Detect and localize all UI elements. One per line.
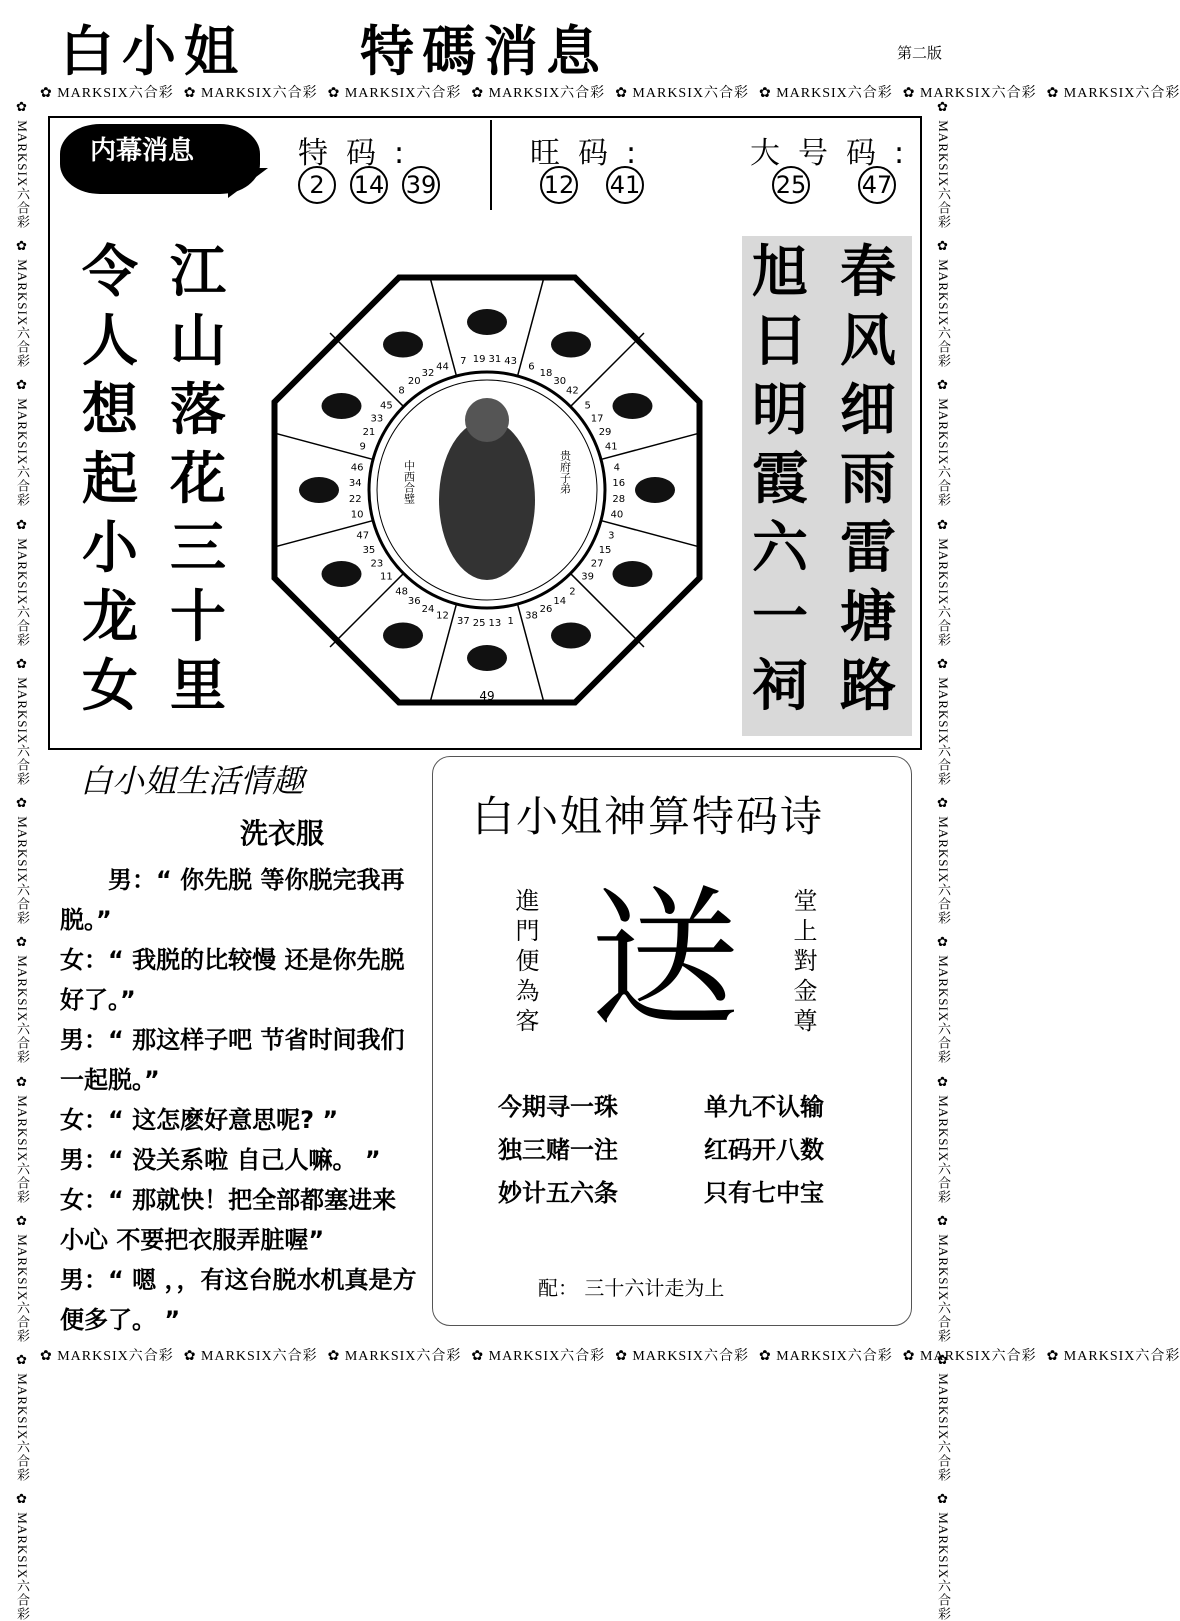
verse-char: 人	[82, 309, 138, 374]
verse-char: 细	[840, 378, 896, 443]
zodiac-number: 16	[612, 478, 626, 490]
zodiac-number: 37	[457, 615, 470, 627]
zodiac-number: 31	[488, 354, 502, 366]
verse-char: 明	[752, 378, 808, 443]
poem-line: 今期寻一珠	[498, 1093, 618, 1121]
deity-figure-icon	[439, 420, 535, 580]
zodiac-number: 26	[539, 604, 553, 616]
rabbit-icon	[635, 477, 675, 503]
title-left: 白小姐	[60, 19, 246, 83]
dog-icon	[322, 393, 362, 419]
verse-char: 小	[82, 516, 138, 581]
verse-char: 想	[82, 378, 138, 443]
verse-char: 雨	[840, 447, 896, 512]
poem-line: 红码开八数	[704, 1136, 824, 1164]
zodiac-number: 3	[608, 530, 615, 542]
marksix-watermark: ✿ MARKSIX六合彩	[15, 1492, 30, 1621]
zodiac-number: 19	[472, 354, 486, 366]
verse-char: 霞	[752, 447, 808, 512]
zodiac-number: 35	[362, 545, 376, 557]
left-marksix-strip	[14, 100, 32, 1621]
story-line: 男：“ 那这样子吧 节省时间我们一起脱。”	[60, 1026, 405, 1094]
verse-char: 塘	[840, 585, 896, 650]
marksix-watermark: ✿ MARKSIX六合彩	[936, 1074, 951, 1204]
story-line: 女：“ 我脱的比较慢 还是你先脱好了。”	[60, 946, 405, 1014]
zodiac-number: 32	[421, 367, 435, 379]
story-line: 男：“ 你先脱 等你脱完我再脱。”	[60, 866, 405, 934]
dragon-icon	[612, 561, 652, 587]
verse-char: 花	[170, 447, 226, 512]
verse-char: 六	[752, 516, 808, 581]
marksix-watermark: ✿ MARKSIX六合彩	[902, 1349, 1037, 1364]
big-ball-1: 25	[772, 166, 810, 204]
left-verse-col1	[82, 238, 138, 721]
zodiac-number: 23	[370, 558, 384, 570]
right-verse-col2	[840, 238, 896, 721]
verse-char: 一	[752, 585, 808, 650]
marksix-watermark: ✿ MARKSIX六合彩	[15, 796, 30, 926]
big-numbers	[772, 166, 896, 204]
story-line: 女：“ 这怎麽好意思呢? ”	[60, 1106, 339, 1134]
marksix-watermark: ✿ MARKSIX六合彩	[936, 1492, 951, 1621]
zodiac-number: 47	[356, 530, 370, 542]
marksix-watermark: ✿ MARKSIX六合彩	[327, 1349, 462, 1364]
verse-char: 风	[840, 309, 896, 374]
zodiac-number: 34	[348, 478, 362, 490]
verse-char: 雷	[840, 516, 896, 581]
big-ball-2: 47	[858, 166, 896, 204]
verse-char: 落	[170, 378, 226, 443]
zodiac-number: 10	[350, 509, 364, 521]
marksix-watermark: ✿ MARKSIX六合彩	[936, 378, 951, 508]
special-ball-1: 2	[298, 166, 336, 204]
zodiac-number: 13	[488, 617, 502, 629]
zodiac-number: 30	[553, 375, 567, 387]
marksix-watermark: ✿ MARKSIX六合彩	[936, 100, 951, 230]
marksix-watermark: ✿ MARKSIX六合彩	[471, 1349, 606, 1364]
zodiac-number: 7	[460, 356, 467, 368]
marksix-watermark: ✿ MARKSIX六合彩	[15, 239, 30, 369]
marksix-watermark: ✿ MARKSIX六合彩	[936, 239, 951, 369]
zodiac-number: 5	[584, 400, 591, 412]
rooster-icon	[299, 477, 339, 503]
special-label: 特码:	[298, 136, 423, 171]
verse-char: 江	[170, 240, 226, 305]
zodiac-number: 25	[472, 617, 486, 629]
left-verse-col2	[170, 238, 226, 721]
top-marksix-strip	[40, 82, 1180, 101]
marksix-watermark: ✿ MARKSIX六合彩	[936, 1352, 951, 1483]
rat-icon	[467, 309, 507, 335]
zodiac-number: 20	[407, 375, 421, 387]
poem-line: 独三赌一注	[498, 1136, 618, 1164]
edition-label: 第二版	[896, 44, 942, 62]
marksix-watermark: ✿ MARKSIX六合彩	[15, 100, 30, 230]
zodiac-number: 33	[370, 413, 384, 425]
marksix-watermark: ✿ MARKSIX六合彩	[15, 1074, 30, 1204]
wang-ball-2: 41	[606, 166, 644, 204]
verse-char: 三	[170, 516, 226, 581]
verse-char: 春	[840, 240, 896, 305]
marksix-watermark: ✿ MARKSIX六合彩	[15, 1352, 30, 1483]
verse-char: 起	[82, 447, 138, 512]
poem-left-lines	[498, 1086, 618, 1215]
marksix-watermark: ✿ MARKSIX六合彩	[936, 656, 951, 787]
marksix-watermark: ✿ MARKSIX六合彩	[183, 1349, 318, 1364]
verse-char: 十	[170, 585, 226, 650]
special-ball-2: 14	[350, 166, 388, 204]
zodiac-number: 4	[613, 462, 621, 474]
marksix-watermark: ✿ MARKSIX六合彩	[936, 796, 951, 926]
marksix-watermark: ✿ MARKSIX六合彩	[758, 86, 893, 101]
story-line: 男：“ 嗯 ，，有这台脱水机真是方便多了。 ”	[60, 1266, 417, 1334]
zodiac-number: 6	[528, 361, 535, 373]
poem-line: 妙计五六条	[498, 1179, 618, 1207]
marksix-watermark: ✿ MARKSIX六合彩	[183, 86, 318, 101]
zodiac-bottom-number: 49	[479, 689, 495, 703]
zodiac-number: 21	[362, 426, 376, 438]
wang-label: 旺码:	[530, 136, 655, 171]
right-verse-col1	[752, 238, 808, 721]
zodiac-number: 1	[507, 615, 514, 627]
zodiac-number: 9	[359, 441, 366, 453]
poem-title: 白小姐神算特码诗	[472, 792, 825, 841]
marksix-watermark: ✿ MARKSIX六合彩	[40, 86, 174, 101]
zodiac-number: 40	[610, 509, 624, 521]
poem-line: 单九不认输	[704, 1093, 824, 1121]
zodiac-chart	[262, 245, 712, 735]
marksix-watermark: ✿ MARKSIX六合彩	[15, 378, 30, 508]
bubble-tail	[228, 168, 268, 198]
wang-numbers	[540, 166, 644, 204]
goat-icon	[383, 622, 423, 648]
zodiac-number: 28	[612, 493, 626, 505]
story-title: 洗衣服	[240, 817, 325, 850]
zodiac-number: 36	[407, 596, 421, 608]
poem-line: 只有七中宝	[704, 1179, 824, 1207]
zodiac-number: 43	[504, 356, 517, 368]
zodiac-number: 2	[569, 586, 576, 598]
verse-char: 里	[170, 654, 226, 719]
verse-char: 龙	[82, 585, 138, 650]
life-section-title: 白小姐生活情趣	[80, 762, 305, 800]
center-right-text: 贵府子弟	[558, 450, 572, 494]
verse-char: 日	[752, 309, 808, 374]
story-text	[60, 860, 425, 1340]
marksix-watermark: ✿ MARKSIX六合彩	[15, 1213, 30, 1343]
inside-news-label: 内幕消息	[90, 136, 195, 166]
bottom-marksix-strip	[40, 1345, 1180, 1364]
verse-char: 山	[170, 309, 226, 374]
zodiac-number: 11	[379, 571, 393, 583]
zodiac-number: 17	[590, 413, 604, 425]
marksix-watermark: ✿ MARKSIX六合彩	[40, 1349, 174, 1364]
zodiac-number: 27	[590, 558, 604, 570]
zodiac-number: 45	[379, 400, 393, 412]
right-marksix-strip	[935, 100, 953, 1621]
zodiac-number: 15	[598, 545, 612, 557]
marksix-watermark: ✿ MARKSIX六合彩	[758, 1349, 893, 1364]
page-title	[60, 12, 840, 82]
pig-icon	[383, 332, 423, 358]
marksix-watermark: ✿ MARKSIX六合彩	[15, 656, 30, 787]
big-label: 大号码:	[750, 136, 923, 171]
poem-left-vertical: 進門便為客	[511, 888, 539, 1038]
story-line: 男：“ 没关系啦 自己人嘛。 ”	[60, 1146, 381, 1174]
deity-head-icon	[465, 398, 509, 442]
zodiac-number: 14	[553, 596, 567, 608]
verse-char: 祠	[752, 654, 808, 719]
zodiac-number: 42	[566, 385, 579, 397]
zodiac-number: 22	[348, 493, 362, 505]
marksix-watermark: ✿ MARKSIX六合彩	[1046, 1349, 1180, 1364]
tiger-icon	[612, 393, 652, 419]
wang-ball-1: 12	[540, 166, 578, 204]
verse-char: 路	[840, 654, 896, 719]
poem-right-vertical: 堂上對金尊	[789, 888, 817, 1038]
zodiac-number: 24	[421, 604, 435, 616]
news-divider	[490, 120, 492, 210]
zodiac-number: 41	[604, 441, 618, 453]
marksix-watermark: ✿ MARKSIX六合彩	[471, 86, 606, 101]
poem-right-lines	[704, 1086, 824, 1215]
zodiac-number: 29	[598, 426, 612, 438]
zodiac-number: 8	[398, 385, 405, 397]
verse-char: 令	[82, 240, 138, 305]
zodiac-number: 44	[436, 361, 449, 373]
verse-char: 女	[82, 654, 138, 719]
special-numbers	[298, 166, 440, 204]
marksix-watermark: ✿ MARKSIX六合彩	[902, 86, 1037, 101]
poem-footer: 配： 三十六计走为上	[538, 1276, 725, 1300]
zodiac-number: 18	[539, 367, 553, 379]
horse-icon	[467, 645, 507, 671]
ox-icon	[551, 332, 591, 358]
marksix-watermark: ✿ MARKSIX六合彩	[615, 86, 749, 101]
marksix-watermark: ✿ MARKSIX六合彩	[936, 1213, 951, 1343]
title-right: 特碼消息	[360, 19, 608, 83]
poem-big-char: 送	[590, 873, 741, 1047]
special-ball-3: 39	[402, 166, 440, 204]
zodiac-number: 39	[581, 571, 595, 583]
verse-char: 旭	[752, 240, 808, 305]
marksix-watermark: ✿ MARKSIX六合彩	[936, 935, 951, 1065]
marksix-watermark: ✿ MARKSIX六合彩	[1046, 86, 1180, 101]
story-line: 女：“ 那就快！把全部都塞进来 小心 不要把衣服弄脏喔”	[60, 1186, 397, 1254]
zodiac-number: 12	[436, 610, 449, 622]
zodiac-number: 48	[395, 586, 408, 598]
monkey-icon	[322, 561, 362, 587]
marksix-watermark: ✿ MARKSIX六合彩	[615, 1349, 749, 1364]
marksix-watermark: ✿ MARKSIX六合彩	[15, 517, 30, 647]
marksix-watermark: ✿ MARKSIX六合彩	[15, 935, 30, 1065]
snake-icon	[551, 622, 591, 648]
zodiac-number: 46	[350, 462, 364, 474]
marksix-watermark: ✿ MARKSIX六合彩	[327, 86, 462, 101]
center-left-text: 中西合璧	[402, 460, 416, 504]
zodiac-number: 38	[525, 610, 538, 622]
marksix-watermark: ✿ MARKSIX六合彩	[936, 517, 951, 647]
